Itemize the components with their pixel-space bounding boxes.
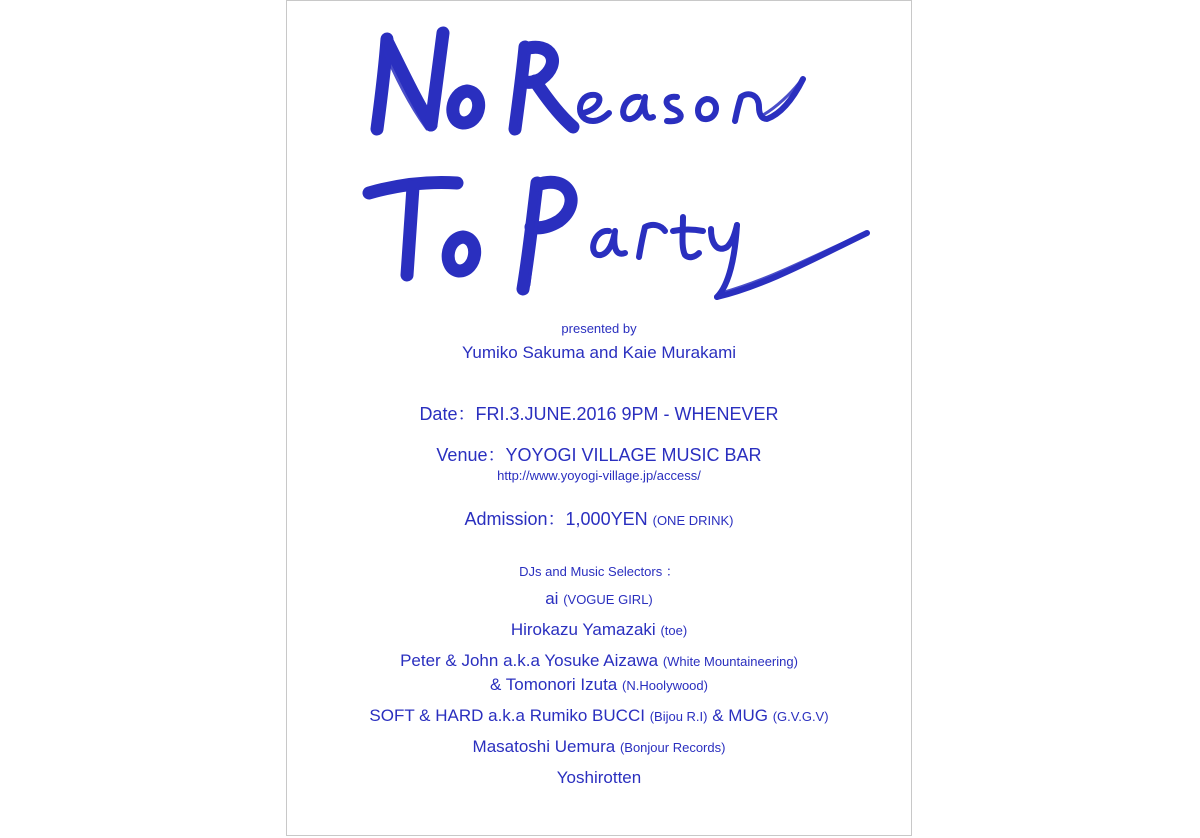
dj-name: & Tomonori Izuta	[490, 675, 618, 694]
date-line	[287, 400, 911, 426]
dj-name: Masatoshi Uemura	[472, 737, 616, 756]
dj-affiliation: (Bonjour Records)	[619, 740, 726, 755]
dj-line	[287, 768, 911, 788]
dj-line	[287, 737, 911, 757]
venue-url: http://www.yoyogi-village.jp/access/	[497, 468, 701, 483]
venue-label: Venue：	[436, 445, 506, 465]
dj-line	[287, 620, 911, 640]
date-label: Date：	[419, 404, 476, 424]
dj-affiliation: (G.V.G.V)	[772, 709, 829, 724]
dj-name: ai	[545, 589, 559, 608]
dj-affiliation: (VOGUE GIRL)	[563, 592, 653, 607]
event-poster	[286, 0, 912, 836]
admission-line	[287, 505, 911, 531]
date-value: FRI.3.JUNE.2016 9PM - WHENEVER	[475, 404, 779, 424]
dj-name: SOFT & HARD a.k.a Rumiko BUCCI	[369, 706, 645, 725]
venue-value: YOYOGI VILLAGE MUSIC BAR	[505, 445, 762, 465]
venue-line	[287, 441, 911, 467]
dj-name: & MUG	[712, 706, 768, 725]
admission-label: Admission：	[464, 509, 566, 529]
presenters: Yumiko Sakuma and Kaie Murakami	[461, 343, 737, 362]
title-lettering	[347, 17, 887, 317]
dj-name: Yoshirotten	[556, 768, 642, 787]
dj-name: Hirokazu Yamazaki	[510, 620, 656, 639]
dj-affiliation: (N.Hoolywood)	[622, 678, 708, 693]
dj-name: Peter & John a.k.a Yosuke Aizawa	[400, 651, 659, 670]
admission-note: (ONE DRINK)	[652, 513, 734, 528]
presented-by-label: presented by	[561, 321, 637, 336]
djs-heading: DJs and Music Selectors ：	[519, 564, 679, 579]
dj-line	[287, 675, 911, 695]
dj-affiliation: (White Mountaineering)	[662, 654, 798, 669]
dj-affiliation: (toe)	[660, 623, 688, 638]
dj-line	[287, 651, 911, 671]
dj-line	[287, 589, 911, 609]
dj-affiliation: (Bijou R.I)	[649, 709, 708, 724]
admission-value: 1,000YEN	[565, 509, 648, 529]
dj-line	[287, 706, 911, 726]
